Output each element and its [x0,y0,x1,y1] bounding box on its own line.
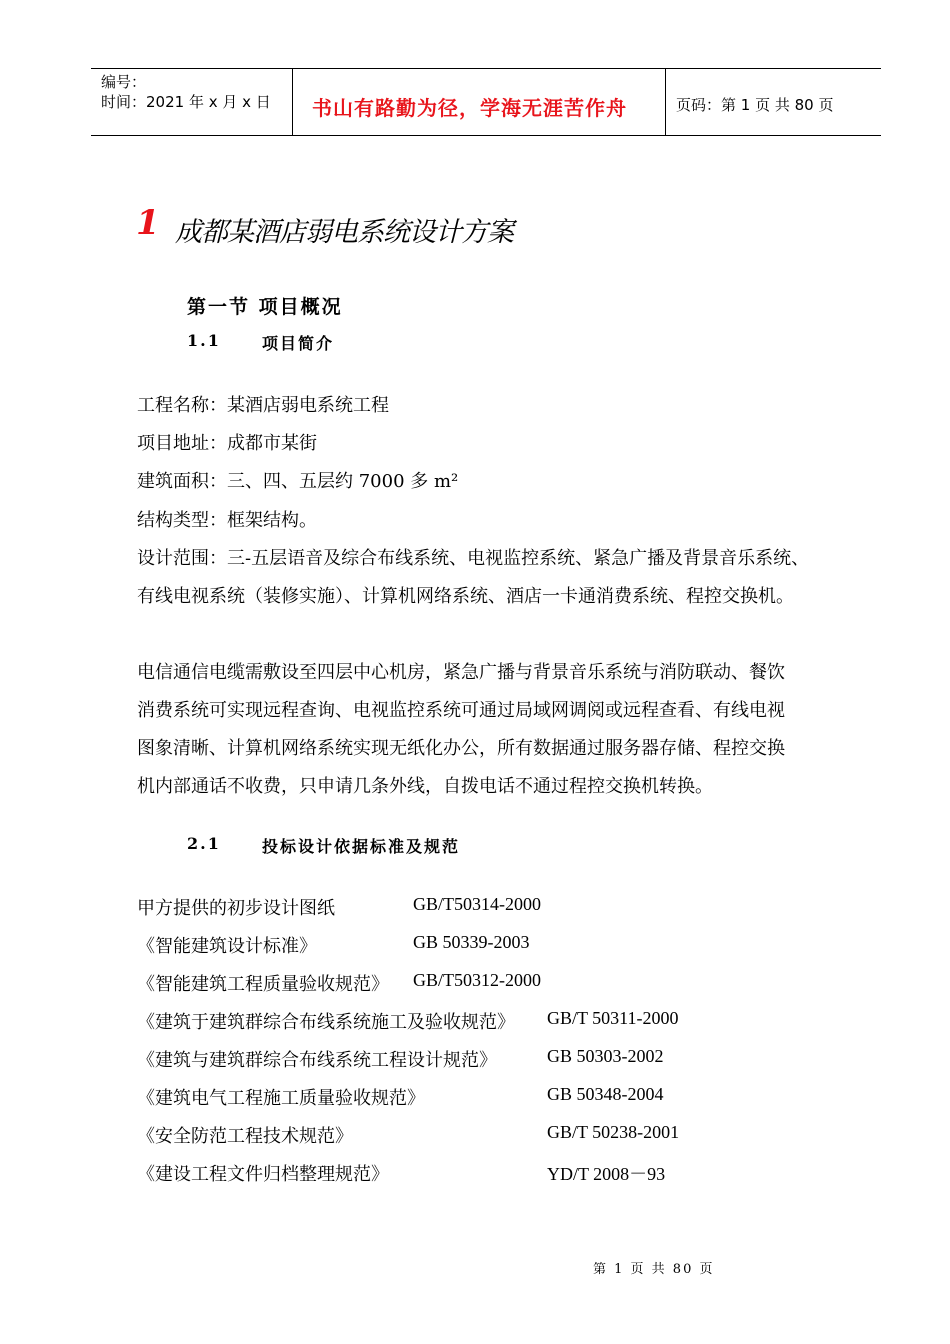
project-info-line: 结构类型：框架结构。 [137,510,317,531]
description-line: 机内部通话不收费，只申请几条外线，自拨电话不通过程控交换机转换。 [137,776,713,797]
project-info-line: 有线电视系统（装修实施）、计算机网络系统、酒店一卡通消费系统、程控交换机。 [137,586,794,607]
subsection-number: 1.1 [187,331,221,350]
standard-code: GB/T50314-2000 [413,894,541,914]
standard-name: 《智能建筑工程质量验收规范》 [137,974,389,995]
subsection-title: 投标设计依据标准及规范 [262,837,461,856]
standard-name: 甲方提供的初步设计图纸 [137,898,335,919]
standard-code: GB/T 50238-2001 [547,1122,680,1142]
standard-code: GB 50303-2002 [547,1046,664,1066]
standard-name: 《建筑与建筑群综合布线系统工程设计规范》 [137,1050,497,1071]
header-bottom-rule [91,135,881,136]
standard-code: GB/T 50311-2000 [547,1008,679,1028]
standard-name: 《安全防范工程技术规范》 [137,1126,353,1147]
header-page-info: 页码：第 1 页 共 80 页 [676,96,834,114]
description-line: 图象清晰、计算机网络系统实现无纸化办公，所有数据通过服务器存储、程控交换 [137,738,785,759]
header-motto: 书山有路勤为径，学海无涯苦作舟 [312,96,627,120]
section-heading: 第一节 项目概况 [187,296,343,318]
header-number-label: 编号： [101,73,147,91]
page-footer: 第 1 页 共 80 页 [593,1262,715,1277]
description-line: 电信通信电缆需敷设至四层中心机房，紧急广播与背景音乐系统与消防联动、餐饮 [137,662,785,683]
standard-code: GB 50348-2004 [547,1084,664,1104]
standard-name: 《智能建筑设计标准》 [137,936,317,957]
project-info-line: 设计范围：三-五层语音及综合布线系统、电视监控系统、紧急广播及背景音乐系统、 [137,548,810,569]
project-info-line: 项目地址：成都市某街 [137,433,317,454]
header-divider-left [292,68,293,136]
description-line: 消费系统可实现远程查询、电视监控系统可通过局域网调阅或远程查看、有线电视 [137,700,785,721]
page-title: 成都某酒店弱电系统设计方案 [175,217,513,248]
title-number: 1 [136,203,160,243]
header-divider-right [665,68,666,136]
subsection-number: 2.1 [187,834,221,853]
standard-name: 《建筑于建筑群综合布线系统施工及验收规范》 [137,1012,515,1033]
standard-name: 《建设工程文件归档整理规范》 [137,1164,389,1185]
project-info-line: 建筑面积：三、四、五层约 7000 多 m² [137,471,459,492]
standard-code: GB 50339-2003 [413,932,530,952]
standard-code: GB/T50312-2000 [413,970,541,990]
header-top-rule [91,68,881,69]
header-time-label: 时间：2021 年 x 月 x 日 [101,93,271,111]
subsection-title: 项目简介 [262,334,335,353]
standard-name: 《建筑电气工程施工质量验收规范》 [137,1088,425,1109]
standard-code: YD/T 2008－93 [547,1164,666,1184]
project-info-line: 工程名称：某酒店弱电系统工程 [137,395,389,416]
